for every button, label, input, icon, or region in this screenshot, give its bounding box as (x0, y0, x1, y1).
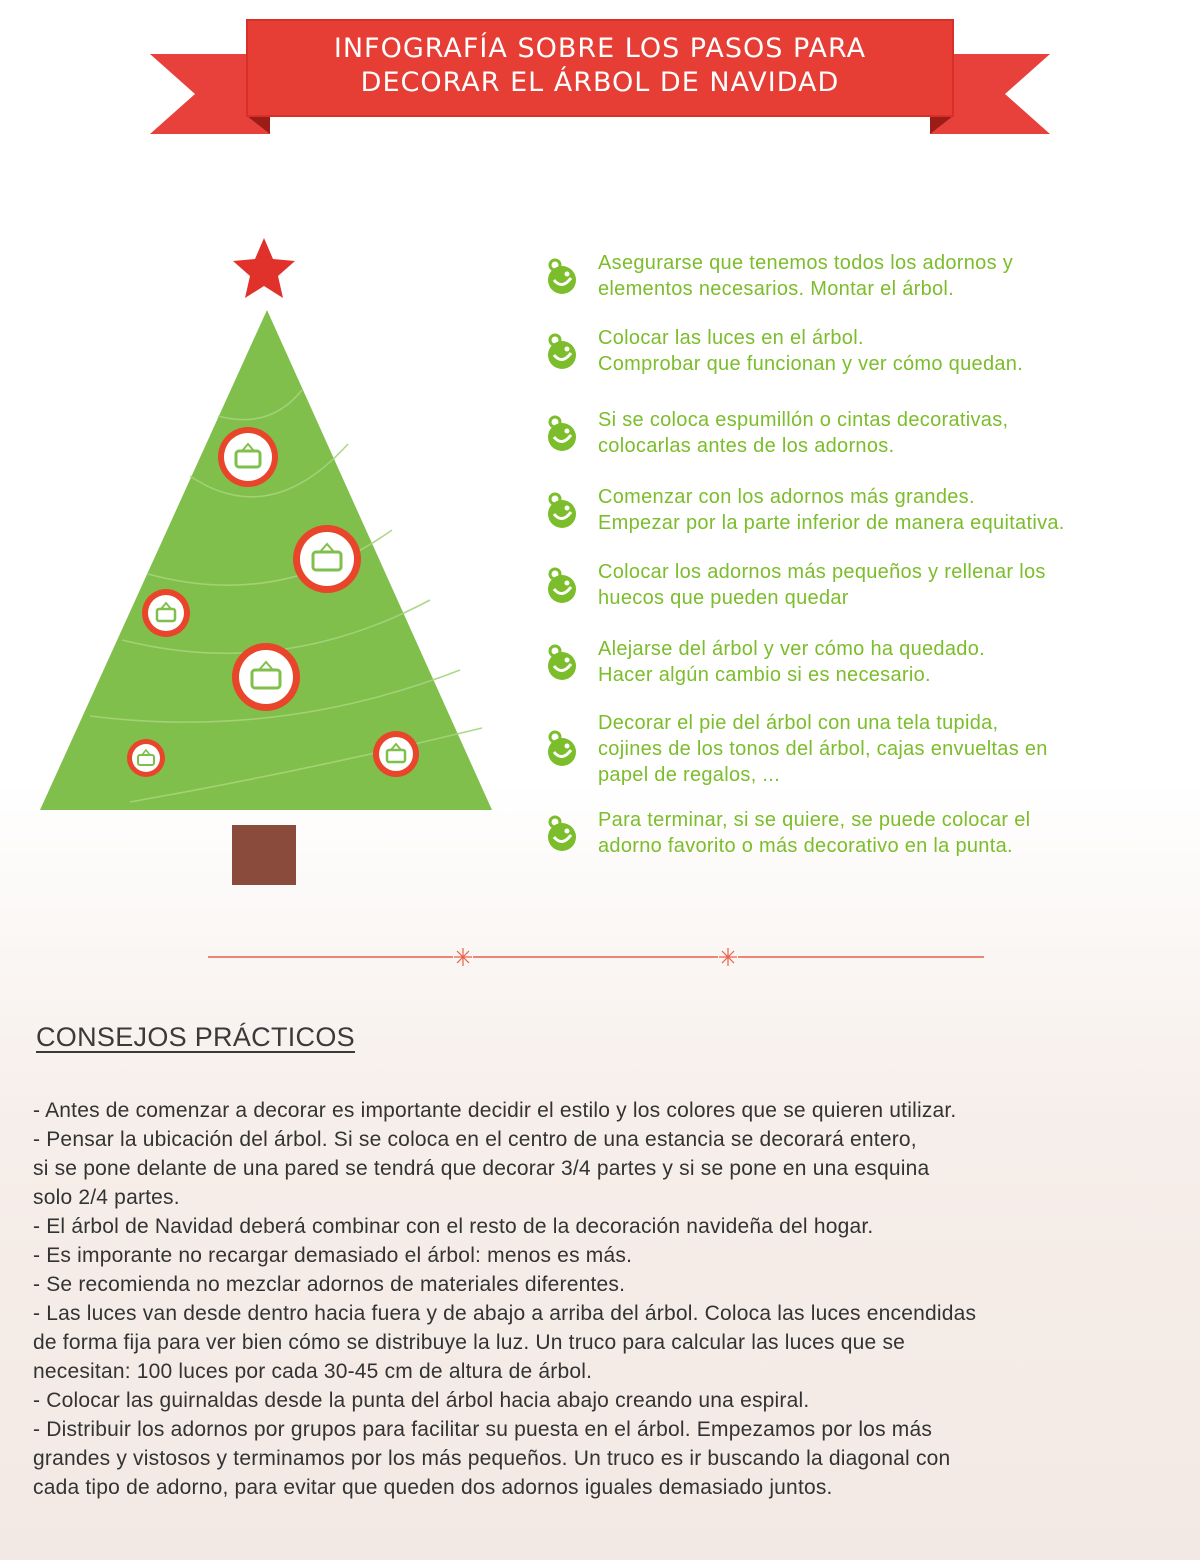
advice-line: si se pone delante de una pared se tendrá que decorar 3/4 partes y si se pone en una esquina (33, 1157, 930, 1180)
snowflake-icon (719, 948, 737, 966)
step-item (540, 484, 1065, 536)
bauble-bullet-icon (540, 642, 580, 682)
step-item (540, 807, 1030, 859)
ornament-icon (232, 643, 300, 711)
advice-line: - Distribuir los adornos por grupos para facilitar su puesta en el árbol. Empezamos por los más (33, 1418, 933, 1441)
star-icon (233, 238, 295, 298)
title-line-1: INFOGRAFÍA SOBRE LOS PASOS PARA (333, 33, 867, 64)
ornament-icon (142, 589, 190, 637)
advice-line: - Se recomienda no mezclar adornos de materiales diferentes. (33, 1273, 626, 1296)
step-item (540, 325, 1023, 377)
page-title (250, 32, 950, 100)
advice-line: necesitan: 100 luces por cada 30-45 cm de altura de árbol. (33, 1360, 593, 1383)
step-text: Comenzar con los adornos más grandes. Empezar por la parte inferior de manera equitativa. (598, 486, 1065, 534)
step-item (540, 636, 985, 688)
bauble-bullet-icon (540, 490, 580, 530)
step-item (540, 250, 1013, 302)
bauble-bullet-icon (540, 413, 580, 453)
bauble-bullet-icon (540, 331, 580, 371)
ornament-icon (293, 525, 361, 593)
advice-line: de forma fija para ver bien cómo se distribuye la luz. Un truco para calcular las luces que se (33, 1331, 906, 1354)
title-banner (150, 18, 1050, 138)
step-text: Alejarse del árbol y ver cómo ha quedado. Hacer algún cambio si es necesario. (598, 638, 985, 686)
ornament-icon (127, 739, 165, 777)
bauble-bullet-icon (540, 256, 580, 296)
ornament-icon (218, 427, 278, 487)
bauble-bullet-icon (540, 728, 580, 768)
decorative-divider (208, 945, 988, 969)
advice-heading: CONSEJOS PRÁCTICOS (36, 1022, 355, 1052)
advice-text (33, 1096, 1183, 1502)
advice-line: solo 2/4 partes. (33, 1186, 180, 1209)
advice-line: - Las luces van desde dentro hacia fuera y de abajo a arriba del árbol. Coloca las luces encendidas (33, 1302, 977, 1325)
title-line-2: DECORAR EL ÁRBOL DE NAVIDAD (360, 67, 840, 98)
step-text: Colocar los adornos más pequeños y rellenar los huecos que pueden quedar (598, 561, 1046, 609)
advice-line: - El árbol de Navidad deberá combinar con el resto de la decoración navideña del hogar. (33, 1215, 874, 1238)
bauble-bullet-icon (540, 565, 580, 605)
step-text: Asegurarse que tenemos todos los adornos y elementos necesarios. Montar el árbol. (598, 252, 1014, 300)
tree-trunk (232, 825, 296, 885)
tree-body (40, 310, 492, 810)
advice-line: grandes y vistosos y terminamos por los más pequeños. Un truco es ir buscando la diagonal con (33, 1447, 951, 1470)
step-item (540, 407, 1008, 459)
snowflake-icon (454, 948, 472, 966)
step-item (540, 559, 1046, 611)
step-text: Para terminar, si se quiere, se puede colocar el adorno favorito o más decorativo en la punta. (598, 809, 1031, 857)
advice-line: cada tipo de adorno, para evitar que queden dos adornos iguales demasiado juntos. (33, 1476, 833, 1499)
step-text: Si se coloca espumillón o cintas decorativas, colocarlas antes de los adornos. (598, 409, 1009, 457)
bauble-bullet-icon (540, 813, 580, 853)
advice-line: - Pensar la ubicación del árbol. Si se coloca en el centro de una estancia se decorará entero, (33, 1128, 917, 1151)
christmas-tree-illustration (30, 230, 510, 900)
step-text: Colocar las luces en el árbol. Comprobar que funcionan y ver cómo quedan. (598, 327, 1024, 375)
step-text: Decorar el pie del árbol con una tela tupida, cojines de los tonos del árbol, cajas envueltas en papel de regalos, ... (598, 712, 1048, 786)
advice-line: - Es imporante no recargar demasiado el árbol: menos es más. (33, 1244, 633, 1267)
advice-line: - Colocar las guirnaldas desde la punta del árbol hacia abajo creando una espiral. (33, 1389, 810, 1412)
step-item (540, 710, 1048, 788)
advice-line: - Antes de comenzar a decorar es importante decidir el estilo y los colores que se quieren utilizar. (33, 1099, 957, 1122)
ornament-icon (373, 731, 419, 777)
